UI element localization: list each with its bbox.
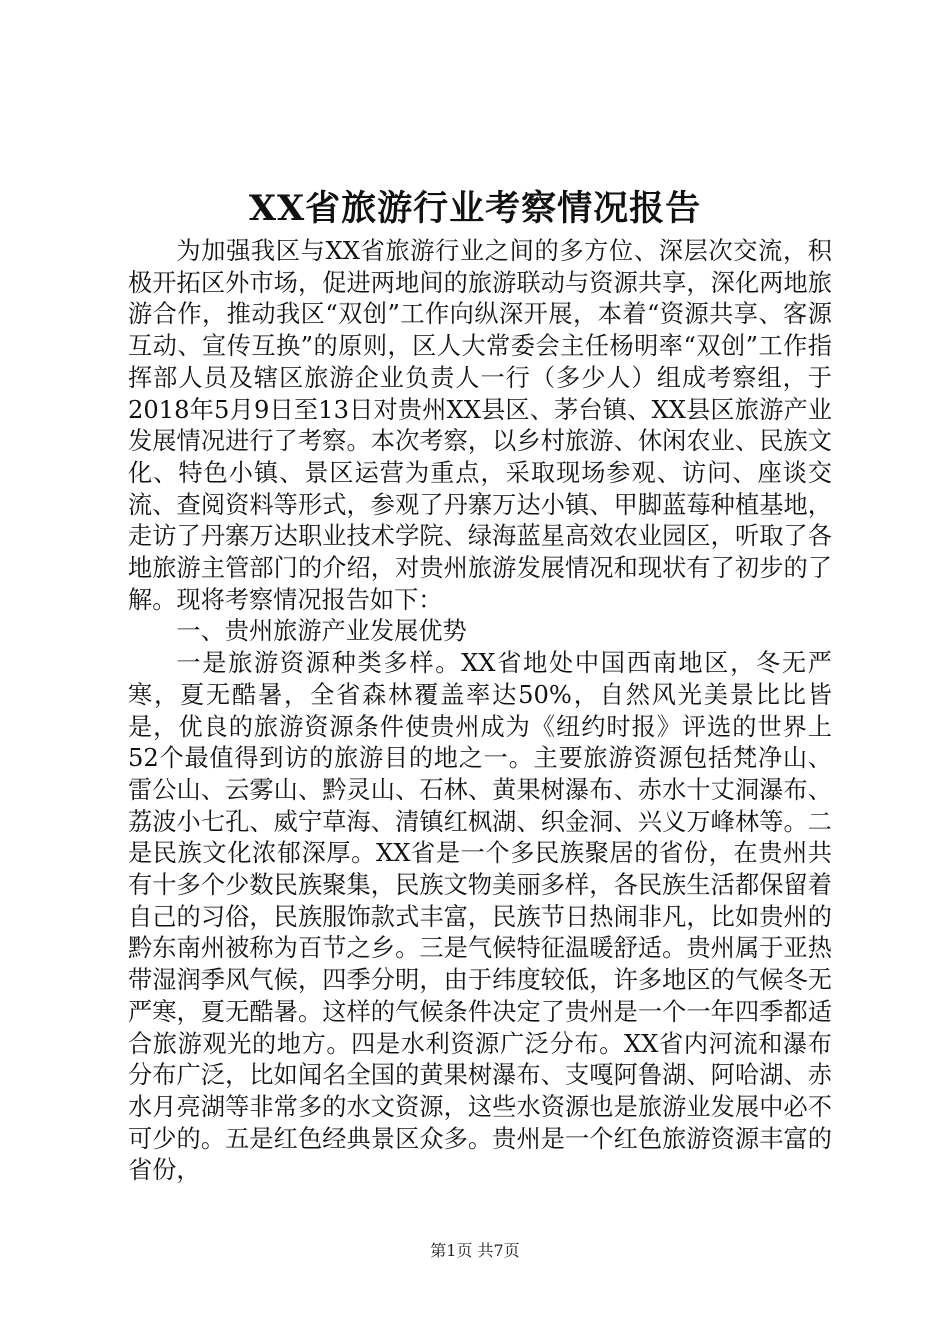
document-body [128,236,832,1187]
section-heading: 一、贵州旅游产业发展优势 [176,617,467,646]
document-title: XX省旅游行业考察情况报告 [248,188,702,229]
page-number-footer: 第1页 共7页 [430,1241,520,1260]
intro-paragraph: 为加强我区与XX省旅游行业之间的多方位、深层次交流，积极开拓区外市场，促进两地间的旅游联动与资源共享，深化两地旅游合作，推动我区“双创”工作向纵深开展，本着“资源共享、客源互动、宣传互换”的原则，区人大常委会主任杨明率“双创”工作指挥部人员及辖区旅游企业负责人一行（多少人）组成考察组，于2018年5月9日至13日对贵州XX县区、茅台镇、XX县区旅游产业发展情况进行了考察。本次考察，以乡村旅游、休闲农业、民族文化、特色小镇、景区运营为重点，采取现场参观、访问、座谈交流、查阅资料等形式，参观了丹寨万达小镇、甲脚蓝莓种植基地，走访了丹寨万达职业技术学院、绿海蓝星高效农业园区，听取了各地旅游主管部门的介绍，对贵州旅游发展情况和现状有了初步的了解。现将考察情况报告如下： [128,237,832,614]
body-paragraph: 一是旅游资源种类多样。XX省地处中国西南地区，冬无严寒，夏无酷暑，全省森林覆盖率达50%，自然风光美景比比皆是，优良的旅游资源条件使贵州成为《纽约时报》评选的世界上52个最值得到访的旅游目的地之一。主要旅游资源包括梵净山、雷公山、云雾山、黔灵山、石林、黄果树瀑布、赤水十丈洞瀑布、荔波小七孔、威宁草海、清镇红枫湖、织金洞、兴义万峰林等。二是民族文化浓郁深厚。XX省是一个多民族聚居的省份，在贵州共有十多个少数民族聚集，民族文物美丽多样，各民族生活都保留着自己的习俗，民族服饰款式丰富，民族节日热闹非凡，比如贵州的黔东南州被称为百节之乡。三是气候特征温暖舒适。贵州属于亚热带湿润季风气候，四季分明，由于纬度较低，许多地区的气候冬无严寒，夏无酷暑。这样的气候条件决定了贵州是一个一年四季都适合旅游观光的地方。四是水利资源广泛分布。XX省内河流和瀑布分布广泛，比如闻名全国的黄果树瀑布、支嘎阿鲁湖、阿哈湖、赤水月亮湖等非常多的水文资源，这些水资源也是旅游业发展中必不可少的。五是红色经典景区众多。贵州是一个红色旅游资源丰富的省份， [128,649,832,1185]
